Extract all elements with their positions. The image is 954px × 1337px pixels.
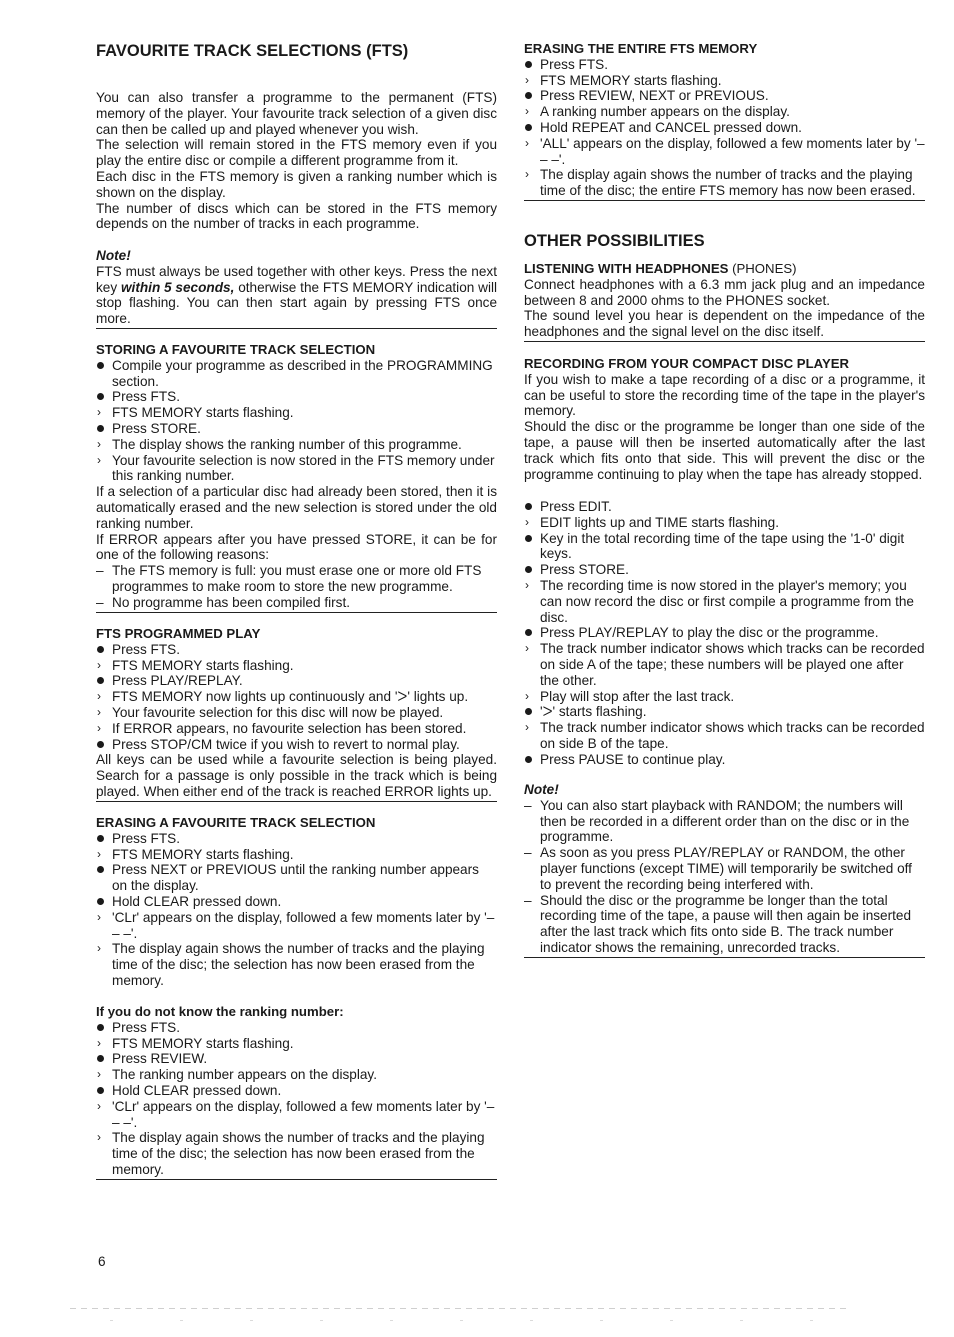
bullet-step <box>524 625 925 641</box>
result-step <box>96 705 497 721</box>
bullet-step <box>96 831 497 847</box>
arrow-icon: › <box>525 104 529 119</box>
erase-all-steps <box>524 57 925 199</box>
arrow-icon: › <box>525 720 529 735</box>
step-text: Press NEXT or PREVIOUS until the ranking number appears on the display. <box>112 862 479 894</box>
step-text: Press FTS. <box>112 830 180 846</box>
step-text: Press PLAY/REPLAY to play the disc or the programme. <box>540 625 879 641</box>
scan-artifact <box>70 1308 850 1330</box>
result-step <box>524 641 925 688</box>
note-label: Note! <box>524 782 559 797</box>
step-text: Compile your programme as described in the PROGRAMMING section. <box>112 357 493 389</box>
bullet-step <box>524 499 925 515</box>
note-label: Note! <box>96 248 131 263</box>
arrow-icon: › <box>97 405 101 420</box>
bullet-icon <box>97 642 109 658</box>
bullet-step <box>96 421 497 437</box>
bullet-icon <box>525 120 537 136</box>
step-text: The track number indicator shows which tracks can be recorded on side A of the tape; these numbers will be played one after the other. <box>540 641 925 688</box>
bullet-step <box>96 737 497 753</box>
storing-paragraph: If a selection of a particular disc had already been stored, then it is automatically erased and the new selection is stored under the old ranking number. <box>96 484 497 531</box>
result-step <box>96 721 497 737</box>
step-text: Press STOP/CM twice if you wish to revert to normal play. <box>112 736 460 752</box>
result-step <box>524 73 925 89</box>
step-text: A ranking number appears on the display. <box>540 104 790 120</box>
bullet-icon <box>525 57 537 73</box>
bullet-icon <box>525 704 537 720</box>
storing-section <box>96 342 497 613</box>
unknown-ranking-steps <box>96 1020 497 1178</box>
step-text: Press REVIEW, NEXT or PREVIOUS. <box>540 88 769 104</box>
storing-steps <box>96 358 497 484</box>
headphones-paragraph: The sound level you hear is dependent on the impedance of the headphones and the signal level on the disc itself. <box>524 308 925 340</box>
bullet-step <box>524 88 925 104</box>
arrow-icon: › <box>97 909 101 924</box>
note-emphasis: within 5 seconds, <box>120 279 235 295</box>
bullet-step <box>524 704 925 720</box>
erasing-section <box>96 815 497 989</box>
bullet-step <box>96 389 497 405</box>
dash-item: – As soon as you press PLAY/REPLAY or RANDOM, the other player functions (except TIME) will temporarily be switched off to prevent the recording being interfered with. <box>524 845 912 892</box>
arrow-icon: › <box>97 1130 101 1145</box>
step-text: Your favourite selection for this disc will now be played. <box>112 704 444 720</box>
result-step <box>524 578 925 625</box>
step-text: FTS MEMORY starts flashing. <box>540 72 722 88</box>
result-step <box>96 453 497 485</box>
result-step <box>524 515 925 531</box>
result-step <box>96 405 497 421</box>
step-text: Hold CLEAR pressed down. <box>112 1082 282 1098</box>
arrow-icon: › <box>97 436 101 451</box>
bullet-icon <box>97 389 109 405</box>
bullet-step <box>524 531 925 563</box>
arrow-icon: › <box>525 135 529 150</box>
programmed-section <box>96 626 497 802</box>
arrow-icon: › <box>525 167 529 182</box>
step-text: The display again shows the number of tracks and the playing time of the disc; the selection has now been erased from the memory. <box>112 1130 485 1177</box>
result-step <box>524 104 925 120</box>
result-step <box>96 847 497 863</box>
dash-item: – The FTS memory is full: you must erase one or more old FTS programmes to make room to store the new programme. <box>96 563 482 594</box>
result-step <box>96 910 497 942</box>
intro-paragraph: You can also transfer a programme to the permanent (FTS) memory of the player. Your favourite track selection of a given disc can then be called up and played whenever you wish. <box>96 90 497 137</box>
bullet-icon <box>97 358 109 374</box>
step-text: FTS MEMORY starts flashing. <box>112 846 294 862</box>
result-step <box>524 136 925 168</box>
section-title-fts: FAVOURITE TRACK SELECTIONS (FTS) <box>96 42 409 60</box>
step-text: 'CLr' appears on the display, followed a few moments later by '– – –'. <box>112 909 495 941</box>
bullet-step <box>96 673 497 689</box>
bullet-icon <box>525 531 537 547</box>
unknown-ranking-section <box>96 1004 497 1180</box>
bullet-step <box>96 1020 497 1036</box>
recording-intro <box>524 356 925 482</box>
step-text: 'ᐳ' starts flashing. <box>540 704 647 720</box>
programmed-paragraph: All keys can be used while a favourite selection is being played. Search for a passage is only possible in the track which is being played. When either end of the track is reached ERROR lights up. <box>96 752 497 799</box>
dash-item: – Should the disc or the programme be longer than the total recording time of the tape, a pause will then again be inserted after the last track which fits onto side B. The track number indicator shows the remaining, unrecorded tracks. <box>524 892 912 955</box>
recording-heading: RECORDING FROM YOUR COMPACT DISC PLAYER <box>524 356 850 371</box>
fts-note <box>96 248 497 329</box>
result-step <box>524 167 925 199</box>
result-step <box>96 658 497 674</box>
bullet-icon <box>97 1020 109 1036</box>
step-text: Press FTS. <box>112 1019 180 1035</box>
bullet-step <box>96 642 497 658</box>
bullet-icon <box>525 752 537 768</box>
step-text: Press STORE. <box>540 562 629 578</box>
bullet-icon <box>97 673 109 689</box>
dash-item: – No programme has been compiled first. <box>96 594 350 610</box>
bullet-step <box>96 358 497 390</box>
bullet-icon <box>97 737 109 753</box>
result-step <box>96 1099 497 1131</box>
bullet-step <box>524 562 925 578</box>
step-text: FTS MEMORY starts flashing. <box>112 1035 294 1051</box>
arrow-icon: › <box>525 577 529 592</box>
step-text: Your favourite selection is now stored in the FTS memory under this ranking number. <box>112 452 495 484</box>
step-text: The track number indicator shows which tracks can be recorded on side B of the tape. <box>540 720 925 751</box>
step-text: FTS MEMORY starts flashing. <box>112 657 294 673</box>
bullet-icon <box>97 862 109 878</box>
bullet-step <box>96 1051 497 1067</box>
step-text: Hold CLEAR pressed down. <box>112 893 282 909</box>
arrow-icon: › <box>97 1067 101 1082</box>
result-step <box>96 1036 497 1052</box>
step-text: 'CLr' appears on the display, followed a few moments later by '– – –'. <box>112 1098 495 1130</box>
erasing-steps <box>96 831 497 989</box>
erase-all-heading: ERASING THE ENTIRE FTS MEMORY <box>524 41 758 56</box>
step-text: The recording time is now stored in the player's memory; you can now record the disc or first compile a programme from the disc. <box>540 577 914 625</box>
step-text: Press PLAY/REPLAY. <box>112 673 243 689</box>
recording-steps-section <box>524 499 925 768</box>
bullet-icon <box>525 625 537 641</box>
storing-paragraph: If ERROR appears after you have pressed STORE, it can be for one of the following reasons: <box>96 531 497 563</box>
dash-item: – You can also start playback with RANDOM; the numbers will then be recorded in a different order than on the disc or in the programme. <box>524 797 910 845</box>
result-step <box>524 720 925 752</box>
step-text: Play will stop after the last track. <box>540 688 735 704</box>
fts-intro <box>96 90 497 232</box>
arrow-icon: › <box>97 1098 101 1113</box>
step-text: Hold REPEAT and CANCEL pressed down. <box>540 119 802 135</box>
recording-note <box>524 782 925 958</box>
section-title-other: OTHER POSSIBILITIES <box>524 232 705 250</box>
intro-paragraph: The number of discs which can be stored in the FTS memory depends on the number of tracks in each programme. <box>96 200 497 232</box>
step-text: Key in the total recording time of the tape using the '1-0' digit keys. <box>540 530 905 562</box>
arrow-icon: › <box>97 846 101 861</box>
bullet-icon <box>97 1083 109 1099</box>
result-step <box>96 1067 497 1083</box>
bullet-icon <box>525 562 537 578</box>
step-text: The ranking number appears on the display. <box>112 1067 377 1083</box>
step-text: EDIT lights up and TIME starts flashing. <box>540 514 780 530</box>
result-step <box>96 689 497 705</box>
arrow-icon: › <box>525 72 529 87</box>
page-number: 6 <box>98 1254 106 1269</box>
bullet-icon <box>525 499 537 515</box>
step-text: Press FTS. <box>540 56 608 72</box>
arrow-icon: › <box>525 641 529 656</box>
step-text: The display again shows the number of tracks and the playing time of the disc; the entire FTS memory has now been erased. <box>540 167 916 199</box>
bullet-icon <box>525 88 537 104</box>
erase-all-section <box>524 41 925 201</box>
step-text: FTS MEMORY starts flashing. <box>112 405 294 421</box>
arrow-icon: › <box>97 452 101 467</box>
note-text: FTS must always be used together with other keys. Press the next key within 5 seconds, otherwise the FTS MEMORY indication will stop flashing. You can then start again by pressing FTS once more. <box>96 263 498 327</box>
arrow-icon: › <box>525 514 529 529</box>
bullet-icon <box>97 421 109 437</box>
bullet-step <box>96 1083 497 1099</box>
result-step <box>96 1130 497 1177</box>
step-text: The display again shows the number of tracks and the playing time of the disc; the selection has now been erased from the memory. <box>112 941 485 988</box>
step-text: The display shows the ranking number of this programme. <box>112 436 462 452</box>
bullet-step <box>96 894 497 910</box>
programmed-heading: FTS PROGRAMMED PLAY <box>96 626 261 641</box>
arrow-icon: › <box>97 689 101 704</box>
bullet-step <box>96 862 497 894</box>
step-text: Press FTS. <box>112 389 180 405</box>
bullet-step <box>524 752 925 768</box>
step-text: Press FTS. <box>112 641 180 657</box>
headphones-heading: LISTENING WITH HEADPHONES (PHONES) <box>524 261 797 276</box>
step-text: If ERROR appears, no favourite selection has been stored. <box>112 720 467 736</box>
erasing-heading: ERASING A FAVOURITE TRACK SELECTION <box>96 815 376 830</box>
arrow-icon: › <box>97 720 101 735</box>
step-text: Press EDIT. <box>540 499 612 514</box>
step-text: FTS MEMORY now lights up continuously and 'ᐳ' lights up. <box>112 689 469 705</box>
step-text: Press STORE. <box>112 420 201 436</box>
arrow-icon: › <box>97 704 101 719</box>
bullet-step <box>524 57 925 73</box>
arrow-icon: › <box>97 1035 101 1050</box>
recording-steps <box>524 499 925 768</box>
headphones-section <box>524 261 925 342</box>
intro-paragraph: The selection will remain stored in the FTS memory even if you play the entire disc or compile a different programme from it. <box>96 137 497 169</box>
step-text: 'ALL' appears on the display, followed a few moments later by '– – –'. <box>540 135 925 167</box>
bullet-icon <box>97 1051 109 1067</box>
bullet-icon <box>97 894 109 910</box>
step-text: Press PAUSE to continue play. <box>540 751 726 767</box>
intro-paragraph: Each disc in the FTS memory is given a ranking number which is shown on the display. <box>96 168 497 200</box>
bullet-icon <box>97 831 109 847</box>
headphones-paragraph: Connect headphones with a 6.3 mm jack plug and an impedance between 8 and 2000 ohms to the PHONES socket. <box>524 276 925 308</box>
arrow-icon: › <box>525 688 529 703</box>
arrow-icon: › <box>97 657 101 672</box>
bullet-step <box>524 120 925 136</box>
recording-paragraph: If you wish to make a tape recording of a disc or a programme, it can be useful to store the recording time of the tape in the player's memory. <box>524 371 925 419</box>
result-step <box>96 941 497 988</box>
arrow-icon: › <box>97 941 101 956</box>
unknown-ranking-heading: If you do not know the ranking number: <box>96 1004 344 1019</box>
result-step <box>524 689 925 705</box>
result-step <box>96 437 497 453</box>
storing-heading: STORING A FAVOURITE TRACK SELECTION <box>96 342 376 357</box>
programmed-steps <box>96 642 497 753</box>
recording-paragraph: Should the disc or the programme be longer than one side of the tape, a pause will then be inserted automatically after the last track which fits onto that side. This will prevent the disc or the programme continuing to play when the tape has already stopped. <box>524 419 925 482</box>
step-text: Press REVIEW. <box>112 1051 208 1067</box>
